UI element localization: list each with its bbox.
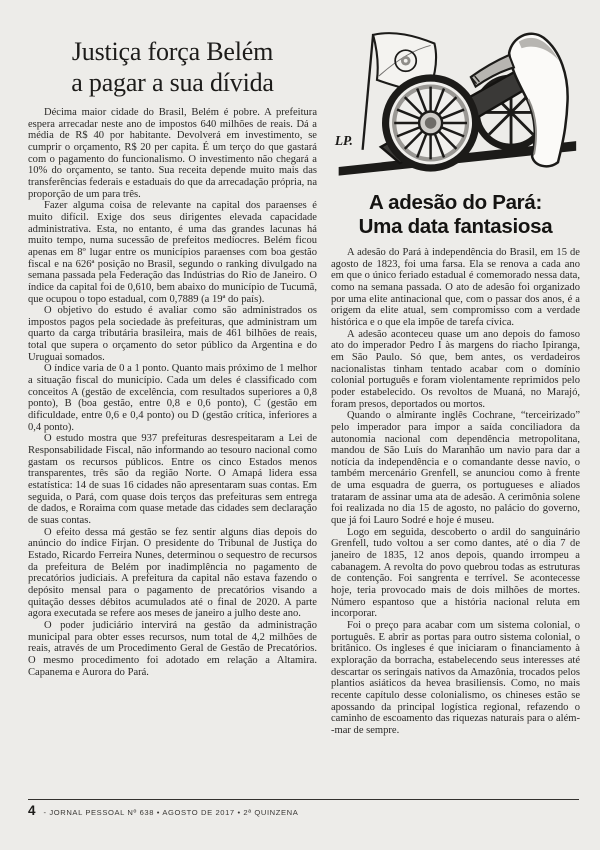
left-title-line1: Justiça força Belém (71, 37, 274, 66)
left-article (28, 36, 317, 798)
artist-signature: LP. (334, 133, 353, 149)
page-number: 4 (28, 803, 36, 818)
paragraph: A adesão aconteceu quase um ano depois do famoso ato do imperador Pedro I às margens do riacho Ipiranga, em São Paulo. Só que, bem antes, os verdadeiros nacionalistas tinham tentado acabar com o domínio colonial português e foram violentamente reprimidos pelo poder estabelecido. Os revoltos de Muaná, no Marajó, foram presos, deportados ou mortos. (331, 328, 580, 410)
right-article-title (331, 191, 580, 238)
paragraph: Fazer alguma coisa de relevante na capital dos paraenses é muito difícil. Exige dos seus dirigentes elevada capacidade administrativa. Esta, no entanto, é uma das grandes lacunas há muito tempo, numa sucessão de prefeitos medíocres. Belém ficou apenas em 8º lugar entre os municípios paraenses com boa gestão fiscal e na 626ª posição no Brasil, segundo o ranking divulgado na semana passada pela Federação das Indústrias do Rio de Janeiro. O índice da capital foi de 0,610, bem abaixo do município de Tucumã, que ocupou o topo estadual, com 0,7889 (a 19ª do país). (28, 200, 317, 305)
paragraph: O estudo mostra que 937 prefeituras desrespeitaram a Lei de Responsabilidade Fiscal, não informando ao tesouro nacional como gastam os recursos públicos. Entre os cinco Estados menos transparentes, três são da região Norte. O Amapá lidera essa estatística: 14 de suas 16 cidades não apresentaram suas contas. Em seguida, o Pará, com quase dois terços das prefeituras sem entrega de dados, e Roraima com quase metade das cidades sem declaração de suas contas. (28, 433, 317, 526)
paragraph: Quando o almirante inglês Cochrane, “terceirizado” pelo imperador para impor a saída conciliadora da autonomia nacional com dependência metropolitana, mandou de São Luís do Maranhão um navio para dar a notícia da independência e o comandante desse navio, o também mercenário Grenfell, se anunciou como à frente de uma esquadra de guerra, os portugueses e aliados trataram de assinar uma ata de adesão. A cerimônia solene foi realizada no dia 15 de agosto, no palácio do governo, que já foi Lauro Sodré e hoje é museu. (331, 410, 580, 527)
paragraph: O objetivo do estudo é avaliar como são administrados os impostos pagos pela sociedade às prefeituras, que administram um quarto da carga tributária brasileira, mais de 461 bilhões de reais, total que supera o orçamento do setor público da Argentina e do Uruguai somados. (28, 305, 317, 363)
right-title-line1: A adesão do Pará: (368, 191, 542, 214)
left-article-body (28, 107, 317, 678)
paragraph: Foi o preço para acabar com um sistema colonial, o português. E abrir as portas para outro sistema colonial, o britânico. Os ingleses é que iniciaram o financiamento à exploração da borracha, estabelecendo seus interesses até descartar os seringais nativos da Amazônia, trocados pelos plantios asiáticos da hevea brasiliensis. Como, no mais recente capítulo desse colonialismo, os chineses estão se apossando da principal logística regional, refazendo o caminho de escoamento das riquezas naturais para o além--mar de sempre. (331, 620, 580, 736)
right-article (331, 20, 580, 788)
page-footer (28, 799, 579, 818)
flag-pole (363, 34, 374, 150)
cannon-illustration (331, 20, 580, 180)
paragraph: Décima maior cidade do Brasil, Belém é pobre. A prefeitura espera arrecadar neste ano de impostos 640 milhões de reais. Dá a média de R$ 40 por habitante. Devolverá em investimento, se cumprir o orçamento, R$ 20 per capita. É um terço do que gastará com o pagamento do funcionalismo. O investimento não chegará a 10% do orçamento, se tanto. Sua receita depende muito mais das transferências federais e estaduais do que da arrecadação própria, na proporção de um para três. (28, 107, 317, 200)
paragraph: Logo em seguida, descoberto o ardil do sanguinário Grenfell, tudo voltou a ser como dantes, até o dia 7 de janeiro de 1835, 12 anos depois, quando irrompeu a cabanagem. A revolta do povo quebrou todas as estruturas de contenção. Foi sangrenta e terrível. Se acontecesse hoje, teria provocado mais de dois milhões de mortes. Número espantoso que a história nacional reluta em incorporar. (331, 526, 580, 620)
front-wheel (386, 78, 476, 168)
right-title-line2: Uma data fantasiosa (358, 214, 553, 238)
paragraph: A adesão do Pará à independência do Brasil, em 15 de agosto de 1823, foi uma farsa. Ela se renova a cada ano em que o único feriado estadual é comemorado nessa data, como na semana passada. O ato de adesão foi organizado por uma elite antinacional que, com o passar dos anos, é a origem da elite atual, sem compromisso com a verdade histórica e o que ela impõe de tarefa cívica. (331, 247, 580, 328)
right-article-body (331, 247, 580, 737)
paragraph: O efeito dessa má gestão se fez sentir alguns dias depois do anúncio do índice Firjan. O presidente do Tribunal de Justiça do Estado, Ricardo Ferreira Nunes, determinou o sequestro de recursos da prefeitura de Belém por inadimplência no pagamento de precatórios judiciais. A prefeitura da capital não estava fazendo o depósito mensal para o pagamento de precatórios visando a quitação desses débitos acumulados até o final de 2020. A parte agora executada se refere aos meses de janeiro a julho deste ano. (28, 526, 317, 620)
footer-issue-info: - JORNAL PESSOAL Nº 638 • AGOSTO DE 2017 • 2ª QUINZENA (43, 808, 299, 817)
left-article-title (28, 36, 317, 98)
paragraph: O índice varia de 0 a 1 ponto. Quanto mais próximo de 1 melhor a situação fiscal do município. Cada um deles é classificado com conceitos A (gestão de excelência, com resultados superiores a 0,8 ponto), B (boa gestão, entre 0,8 e 0,6 ponto), C (gestão em dificuldade, entre 0,6 e 0,4 ponto) ou D (gestão crítica, inferiores a 0,4 ponto). (28, 363, 317, 433)
left-title-line2: a pagar a sua dívida (71, 68, 274, 97)
paragraph: O poder judiciário intervirá na gestão da administração municipal para obter esses recursos, num total de 4,2 milhões de reais, através de um Procedimento Geral de Gestão de Precatórios. O mesmo procedimento foi adotado em relação a Altamira. Capanema e Aurora do Pará. (28, 619, 317, 678)
